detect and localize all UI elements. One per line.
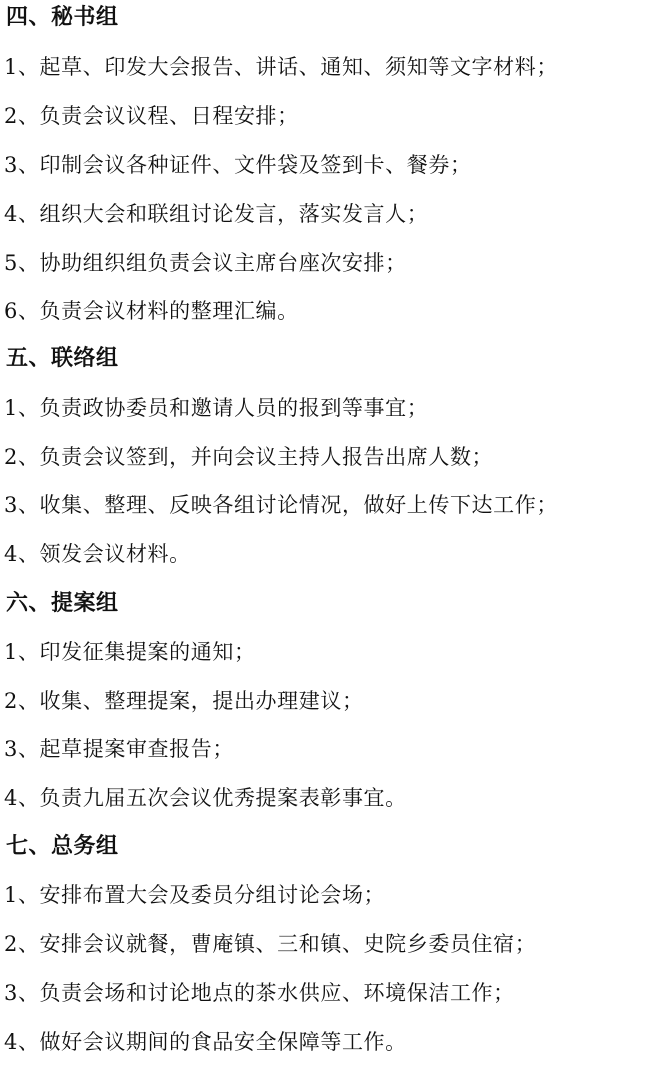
list-item: 1、负责政协委员和邀请人员的报到等事宜； (4, 396, 429, 420)
list-item: 3、印制会议各种证件、文件袋及签到卡、餐券； (4, 153, 472, 177)
list-item: 5、协助组织组负责会议主席台座次安排； (4, 251, 407, 275)
list-item: 2、收集、整理提案，提出办理建议； (4, 689, 364, 713)
list-item: 6、负责会议材料的整理汇编。 (4, 299, 299, 323)
list-item: 1、安排布置大会及委员分组讨论会场； (4, 883, 386, 907)
list-item: 2、负责会议签到，并向会议主持人报告出席人数； (4, 445, 494, 469)
section-heading-proposals: 六、提案组 (6, 591, 119, 616)
list-item: 4、负责九届五次会议优秀提案表彰事宜。 (4, 786, 407, 810)
section-heading-general-affairs: 七、总务组 (6, 834, 119, 859)
list-item: 1、起草、印发大会报告、讲话、通知、须知等文字材料； (4, 55, 558, 79)
list-item: 3、起草提案审查报告； (4, 737, 234, 761)
list-item: 3、收集、整理、反映各组讨论情况，做好上传下达工作； (4, 493, 558, 517)
section-heading-secretariat: 四、秘书组 (6, 5, 119, 30)
section-heading-liaison: 五、联络组 (6, 346, 119, 371)
list-item: 4、做好会议期间的食品安全保障等工作。 (4, 1030, 407, 1054)
list-item: 3、负责会场和讨论地点的茶水供应、环境保洁工作； (4, 981, 515, 1005)
list-item: 1、印发征集提案的通知； (4, 640, 256, 664)
list-item: 2、安排会议就餐，曹庵镇、三和镇、史院乡委员住宿； (4, 932, 537, 956)
list-item: 4、领发会议材料。 (4, 542, 191, 566)
list-item: 2、负责会议议程、日程安排； (4, 104, 299, 128)
list-item: 4、组织大会和联组讨论发言，落实发言人； (4, 202, 429, 226)
